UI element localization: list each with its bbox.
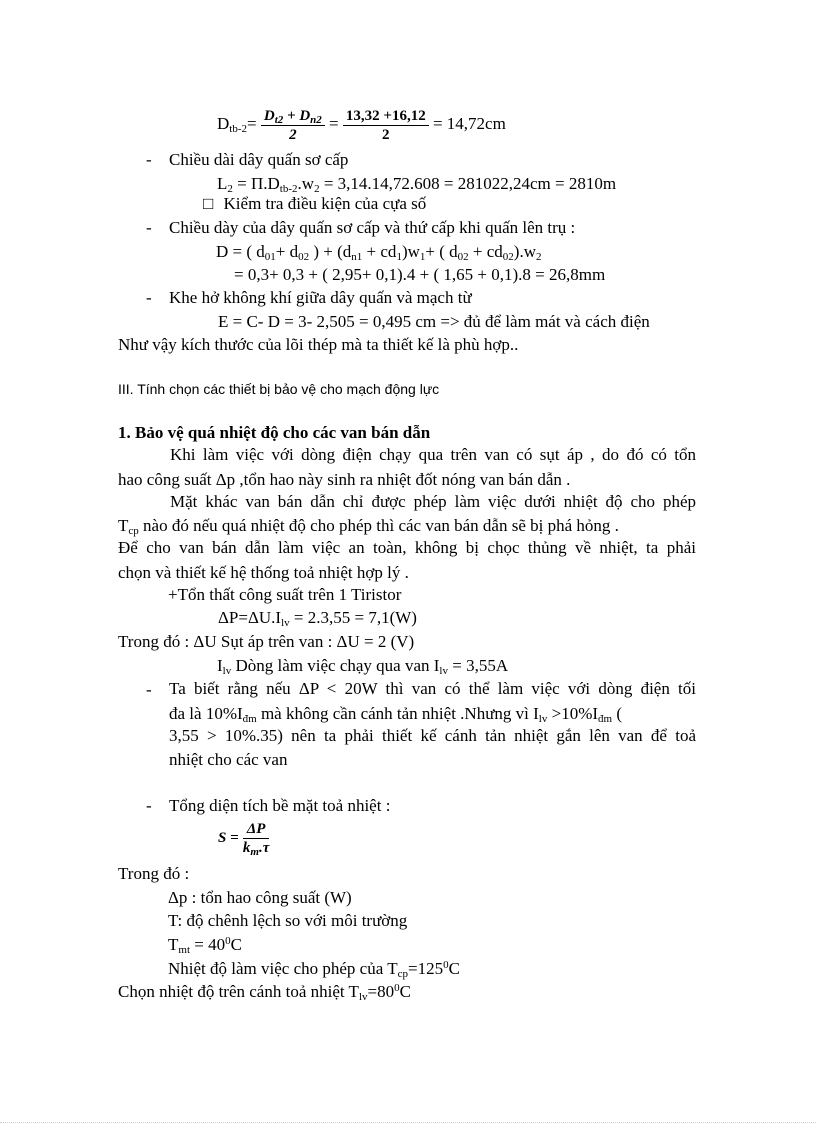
- para1-line1: Khi làm việc với dòng điện chạy qua trên van có sụt áp , do đó có tổn: [170, 445, 696, 464]
- s-numerator: ΔP: [243, 820, 269, 839]
- e-equation: E = C- D = 3- 2,505 = 0,495 cm => đủ để làm mát và cách điện: [218, 312, 650, 331]
- heading-overheat-protection: 1. Bảo vệ quá nhiệt độ cho các van bán dẫn: [118, 423, 431, 442]
- d-equation-result: = 0,3+ 0,3 + ( 2,95+ 0,1).4 + ( 1,65 + 0,1).8 = 26,8mm: [234, 265, 606, 284]
- bullet-primary-length: Chiều dài dây quấn sơ cấp: [169, 150, 349, 169]
- equals-2: =: [329, 114, 339, 133]
- bullet-dash: -: [146, 796, 152, 815]
- bullet-winding-thickness: Chiều dày của dây quấn sơ cấp và thứ cấp khi quấn lên trụ :: [169, 218, 576, 237]
- loss-current: $I_{lv}$ Dòng làm việc chạy qua van $I_{lv} = 3,55A$: [217, 656, 509, 677]
- bullet-surface-area: Tổng diện tích bề mặt toả nhiệt :: [169, 796, 391, 815]
- loss-title: +Tổn thất công suất trên 1 Tiristor: [168, 585, 402, 604]
- bullet-dash: -: [146, 288, 152, 307]
- s-symbol: S =: [218, 830, 239, 846]
- dtb2-result: = 14,72cm: [432, 114, 506, 133]
- loss-where: Trong đó : ΔU Sụt áp trên van : ΔU = 2 (V): [118, 632, 415, 651]
- bullet-heatsink-line3: 3,55 > 10%.35) nên ta phải thiết kế cánh tản nhiệt gắn lên van để toả: [169, 726, 696, 745]
- bullet-dash: -: [146, 150, 152, 169]
- dtb2-symbol: D: [217, 114, 230, 133]
- conclusion-text: Như vậy kích thước của lõi thép mà ta thiết kế là phù hợp..: [118, 335, 519, 354]
- bullet-heatsink-line4: nhiệt cho các van: [169, 750, 288, 769]
- bullet-dash: -: [146, 218, 152, 237]
- dtb2-formula: [217, 104, 506, 144]
- l2-equation: $L_2 = \Pi.D_{tb-2}.w_2 = 3,14.14,72.608 = 281022,24cm = 2810m$: [217, 174, 617, 195]
- fraction-denominator: 2: [289, 126, 297, 143]
- para2-line2: $T_{cp}$ nào đó nếu quá nhiệt độ cho phép thì các van bán dẫn sẽ bị phá hỏng .: [118, 516, 619, 537]
- s-fraction: [243, 820, 269, 857]
- s-denominator: $k_m.\tau$: [242, 839, 270, 858]
- fraction2-denominator: 2: [382, 126, 390, 143]
- d-equation: D = ( $d_{01}+ d_{02}$ ) + $(d_{n1} + cd_1)w_1+$ ( $d_{02} + cd_{02}).w_2$: [216, 242, 542, 263]
- where-dp: Δp : tổn hao công suất (W): [168, 888, 352, 907]
- bullet-air-gap: Khe hở không khí giữa dây quấn và mạch từ: [169, 288, 472, 307]
- check-window-text: Kiểm tra điều kiện của cựa số: [223, 194, 427, 213]
- para2-line4: chọn và thiết kế hệ thống toả nhiệt hợp lý .: [118, 563, 409, 582]
- para2-line3: Để cho van bán dẫn làm việc an toàn, không bị chọc thủng về nhiệt, ta phải: [118, 538, 696, 557]
- checkbox-icon: □: [203, 194, 214, 213]
- bullet-heatsink-line2: đa là $10\%I_{đm}$ mà không cần cánh tản nhiệt .Nhưng vì $I_{lv} >10\%I_{đm}$ (: [169, 704, 623, 725]
- check-window-line: [203, 194, 426, 214]
- para2-line1: Mặt khác van bán dẫn chỉ được phép làm việc dưới nhiệt độ cho phép: [170, 492, 696, 511]
- where-t: T: độ chênh lệch so với môi trường: [168, 911, 408, 930]
- where-tlv: Chọn nhiệt độ trên cánh toả nhiệt $T_{lv}=80^0C$: [118, 982, 411, 1003]
- s-formula: [218, 817, 269, 858]
- equals: =: [247, 114, 257, 133]
- section-heading-iii: III. Tính chọn các thiết bị bảo vệ cho mạch động lực: [118, 381, 440, 397]
- where-title: Trong đó :: [118, 864, 190, 883]
- fraction-numbers: [343, 107, 429, 144]
- bullet-heatsink-line1: Ta biết rằng nếu ΔP < 20W thì van có thể làm việc với dòng điện tối: [169, 679, 696, 698]
- bullet-dash: -: [146, 680, 152, 699]
- dtb2-sub: tb-2: [229, 123, 248, 135]
- where-tcp: Nhiệt độ làm việc cho phép của $T_{cp}=125^0C$: [168, 959, 460, 980]
- fraction-numerator: $D_{t2} + D_{n2}$: [261, 107, 325, 126]
- loss-equation: $\Delta P=\Delta U.I_{lv} = 2.3,55 = 7,1(W)$: [218, 608, 417, 629]
- where-tmt: $T_{mt} = 40^0C$: [168, 935, 242, 956]
- para1-line2: hao công suất Δp ,tổn hao này sinh ra nhiệt đốt nóng van bán dẫn .: [118, 470, 571, 489]
- fraction2-numerator: 13,32 +16,12: [343, 107, 429, 126]
- fraction-d-sum: [261, 107, 325, 144]
